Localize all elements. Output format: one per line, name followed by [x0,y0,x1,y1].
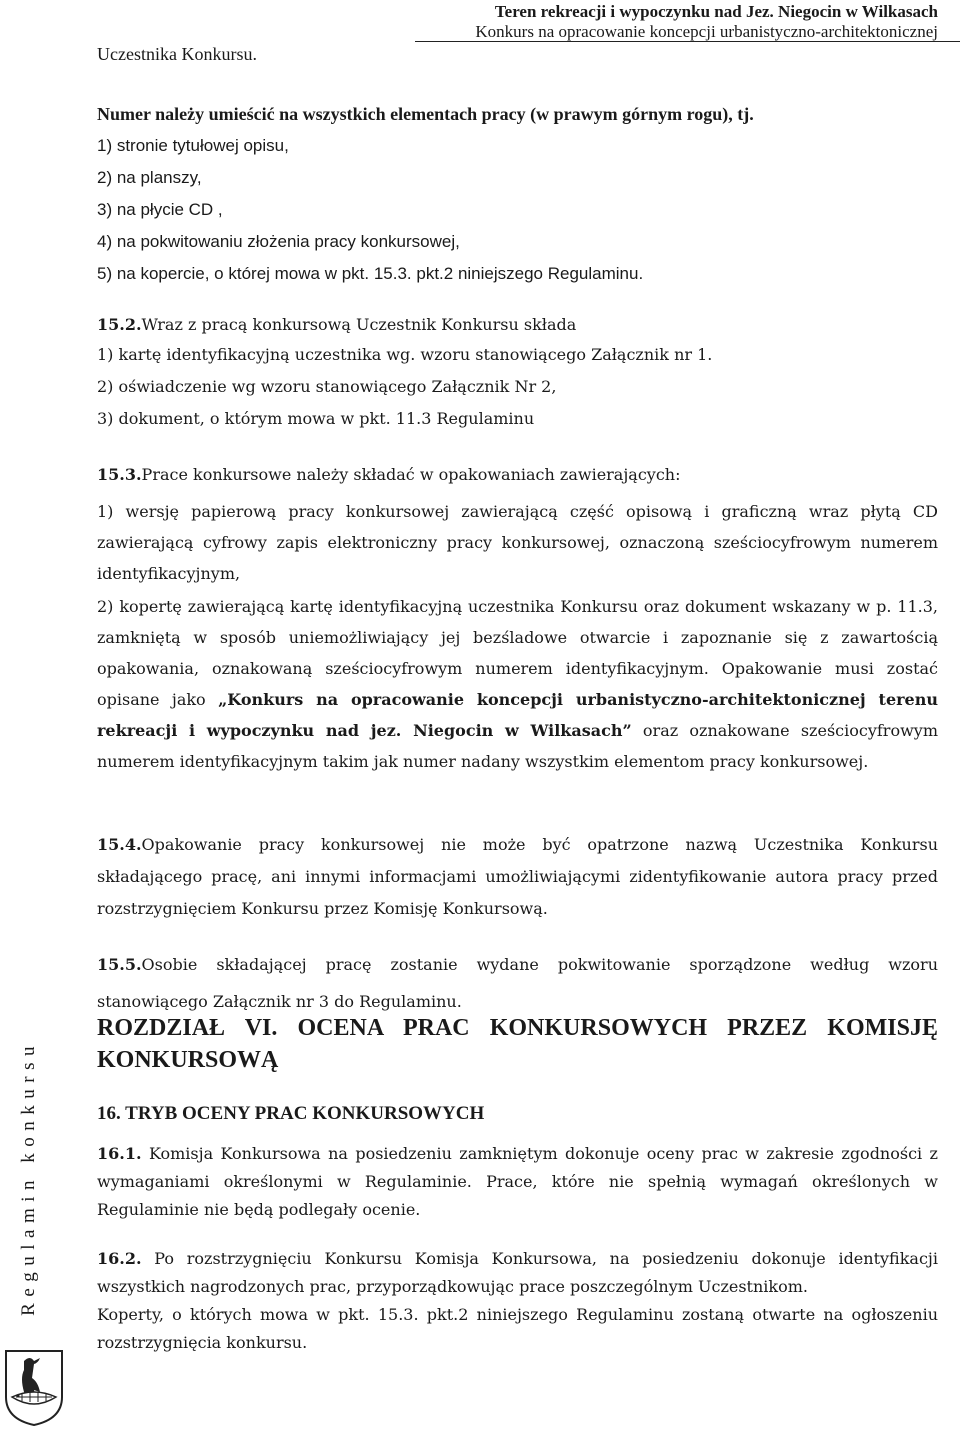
list-item: 2) oświadczenie wg wzoru stanowiącego Załącznik Nr 2, [97,377,557,396]
section-title: 16. TRYB OCENY PRAC KONKURSOWYCH [97,1103,485,1124]
cormorant-fish-crest-icon [2,1347,66,1432]
section-number: 16.1. [97,1144,142,1163]
section-number: 15.4. [97,835,142,854]
section-number: 15.3. [97,465,142,484]
section-text: Po rozstrzygnięciu Konkursu Komisja Konkursowa, na posiedzeniu dokonuje identyfikacji wszystkich nagrodzonych prac, przyporządkowując prace poszczególnym Uczestnikom. [97,1249,938,1296]
intro-tail: Uczestnika Konkursu. [97,44,257,64]
section-15-3 [97,465,938,484]
section-15-5 [97,946,938,1020]
competition-name: „Konkurs na opracowanie koncepcji urbanistyczno-architektonicznej terenu rekreacji i wypoczynku nad jez. Niegocin w Wilkasach” [97,690,939,740]
list-item: 1) kartę identyfikacyjną uczestnika wg. wzoru stanowiącego Załącznik nr 1. [97,345,713,364]
section-text: Wraz z pracą konkursową Uczestnik Konkursu składa [141,315,577,334]
list-item: 5) na kopercie, o której mowa w pkt. 15.3. pkt.2 niniejszego Regulaminu. [97,264,644,283]
paragraph: 1) wersję papierową pracy konkursowej zawierającą część opisową i graficzną wraz płytą CD zawierającą cyfrowy zapis elektroniczny pracy konkursowej, oznaczoną sześciocyfrowym numerem identyfikacyjnym, [97,502,938,583]
list-item: 2) na planszy, [97,168,202,187]
section-number: 15.2. [97,315,142,334]
header-rule [415,41,960,42]
document-header-title: Teren rekreacji i wypoczynku nad Jez. Niegocin w Wilkasach [494,2,938,21]
side-label: Regulamin konkursu [18,1040,39,1316]
document-header-subtitle: Konkurs na opracowanie koncepcji urbanistyczno-architektonicznej [475,22,938,41]
section-text: Osobie składającej pracę zostanie wydane pokwitowanie sporządzone według wzoru stanowiącego Załącznik nr 3 do Regulaminu. [97,955,938,1011]
section-text: Komisja Konkursowa na posiedzeniu zamkniętym dokonuje oceny prac w zakresie zgodności z wymaganiami określonymi w Regulaminie. Prace, które nie spełnią wymagań określonych w Regulaminie nie będą podlegały ocenie. [97,1144,938,1219]
numbering-instruction: Numer należy umieścić na wszystkich elementach pracy (w prawym górnym rogu), tj. [97,104,754,124]
section-15-4 [97,829,938,925]
paragraph: Koperty, o których mowa w pkt. 15.3. pkt.2 niniejszego Regulaminu zostaną otwarte na ogłoszeniu rozstrzygnięcia konkursu. [97,1305,938,1352]
list-item: 4) na pokwitowaniu złożenia pracy konkursowej, [97,232,460,251]
section-text: Prace konkursowe należy składać w opakowaniach zawierających: [141,465,681,484]
list-item: 3) dokument, o którym mowa w pkt. 11.3 Regulaminu [97,409,535,428]
section-16-1 [97,1140,938,1224]
section-number: 16.2. [97,1249,142,1268]
section-text: Opakowanie pracy konkursowej nie może być opatrzone nazwą Uczestnika Konkursu składającego pracę, ani innymi informacjami umożliwiającymi zidentyfikowanie autora pracy przed rozstrzygnięciem Konkursu przez Komisję Konkursową. [97,835,938,918]
section-15-2 [97,315,938,334]
section-number: 15.5. [97,955,142,974]
chapter-heading: ROZDZIAŁ VI. OCENA PRAC KONKURSOWYCH PRZEZ KOMISJĘ KONKURSOWĄ [97,1015,938,1073]
paragraph-text: oraz oznakowane sześciocyfrowym numerem identyfikacyjnym takim jak numer nadany wszystkim elementom pracy konkursowej. [97,721,938,771]
paragraph-item-2 [97,591,938,777]
list-item: 1) stronie tytułowej opisu, [97,136,289,155]
list-item: 3) na płycie CD , [97,200,223,219]
section-16-2 [97,1245,938,1301]
paragraph-text: 2) kopertę zawierającą kartę identyfikacyjną uczestnika Konkursu oraz dokument wskazany w p. 11.3, zamkniętą w sposób uniemożliwiający jej bezśladowe otwarcie i zapoznanie się z zawartością opakowania, oznakowaną sześciocyfrowym numerem identyfikacyjnym. Opakowanie musi zostać opisane jako [97,597,938,709]
